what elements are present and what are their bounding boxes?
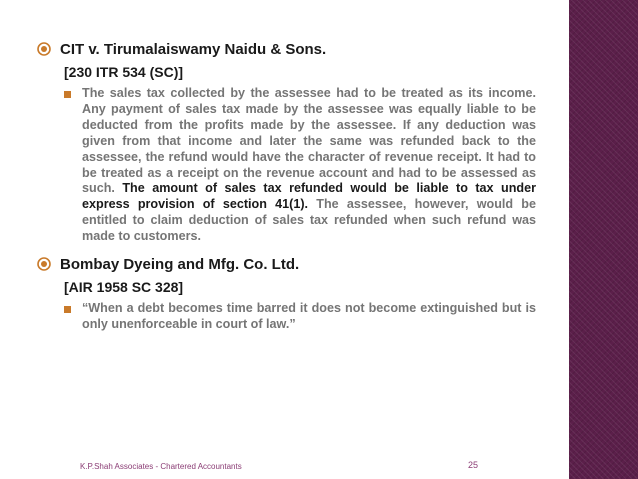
case-detail	[60, 86, 536, 245]
case-item-2	[36, 255, 536, 333]
page-number: 25	[468, 460, 479, 470]
square-bullet-icon	[64, 91, 71, 98]
case-citation: [230 ITR 534 (SC)]	[64, 64, 184, 80]
case-detail-text: The sales tax collected by the assessee had to be treated as its income. Any payment of sales tax made by the assessee was equally liable to be deducted from the profits made by the assessee. If any deduction was given from that income and later the same was refunded back to the assessee, the refund would have the character of revenue receipt. It had to be treated as a receipt on the revenue account and had to be assessed as such. The amount of sales tax refunded would be liable to tax under express provision of section 41(1). The assessee, however, would be entitled to claim deduction of sales tax refunded when such refund was made to customers.	[82, 86, 536, 244]
decorative-sidebar	[569, 0, 638, 479]
case-detail	[60, 301, 536, 333]
case-citation: [AIR 1958 SC 328]	[64, 279, 184, 296]
case-heading: Bombay Dyeing and Mfg. Co. Ltd.	[60, 256, 300, 274]
footer-text: K.P.Shah Associates - Chartered Accountants	[80, 462, 242, 471]
target-bullet-icon	[36, 41, 52, 57]
case-item-1	[36, 40, 536, 245]
case-heading: CIT v. Tirumalaiswamy Naidu & Sons.	[60, 41, 327, 58]
slide-content	[36, 40, 536, 335]
target-bullet-icon	[36, 256, 52, 272]
square-bullet-icon	[64, 306, 71, 313]
case-detail-text: “When a debt becomes time barred it does not become extinguished but is only unenforceable in court of law.”	[82, 301, 536, 331]
